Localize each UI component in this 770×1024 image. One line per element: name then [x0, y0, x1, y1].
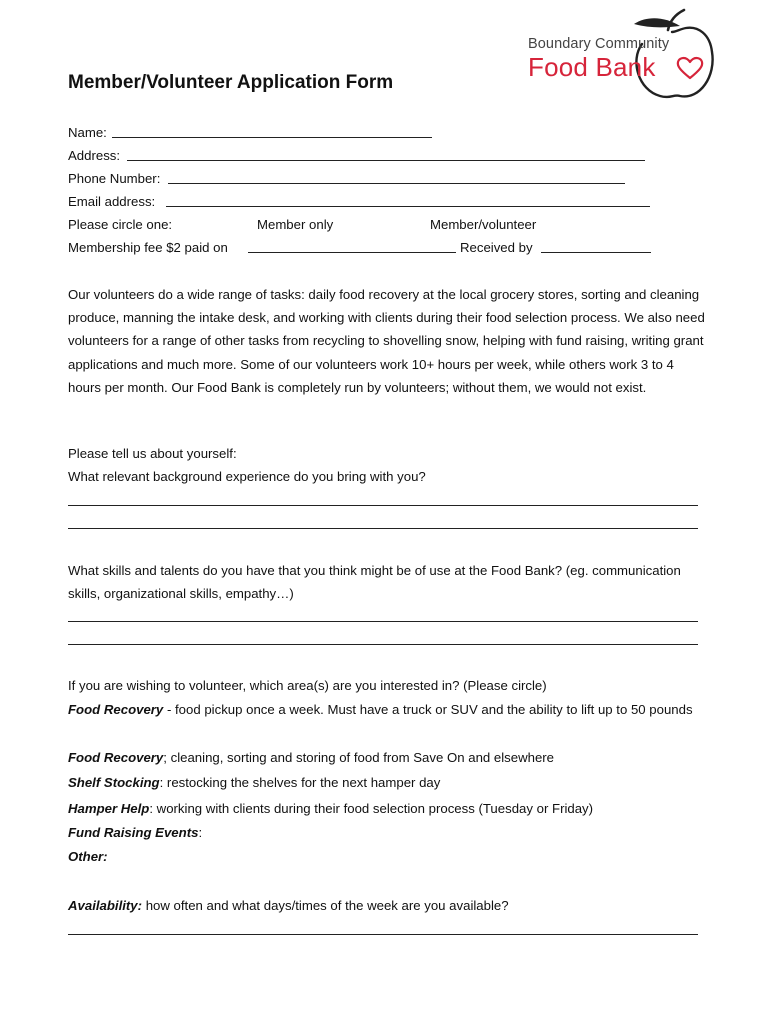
- address-label: Address:: [68, 148, 121, 163]
- availability-answer-line[interactable]: [68, 934, 698, 935]
- area-title: Food Recovery: [68, 702, 164, 717]
- availability-question: [68, 894, 509, 917]
- phone-line[interactable]: [168, 183, 625, 184]
- logo-line-1: Boundary Community: [528, 36, 670, 52]
- area-title: Food Recovery: [68, 750, 164, 765]
- phone-label: Phone Number:: [68, 171, 161, 186]
- email-line[interactable]: [166, 206, 650, 207]
- option-member-only[interactable]: Member only: [257, 217, 334, 232]
- experience-question: What relevant background experience do you bring with you?: [68, 469, 426, 484]
- answer-line[interactable]: [68, 644, 698, 645]
- availability-text: how often and what days/times of the week are you available?: [142, 898, 509, 913]
- area-title: Fund Raising Events: [68, 825, 199, 840]
- about-heading: Please tell us about yourself:: [68, 446, 237, 461]
- area-desc: ; cleaning, sorting and storing of food from Save On and elsewhere: [163, 750, 555, 765]
- areas-question: If you are wishing to volunteer, which area(s) are you interested in? (Please circle): [68, 678, 547, 693]
- heart-icon: [676, 56, 704, 80]
- circle-one-label: Please circle one:: [68, 217, 173, 232]
- received-by-line[interactable]: [541, 252, 651, 253]
- skills-question-block: [68, 559, 708, 605]
- area-title: Hamper Help: [68, 801, 150, 816]
- area-option-shelf-stocking[interactable]: [68, 771, 440, 794]
- intro-paragraph: [68, 283, 708, 399]
- logo-line-2: Food Bank: [528, 52, 656, 82]
- availability-label: Availability:: [68, 898, 143, 913]
- answer-line[interactable]: [68, 505, 698, 506]
- area-option-fund-raising[interactable]: [68, 821, 202, 844]
- name-label: Name:: [68, 125, 107, 140]
- email-label: Email address:: [68, 194, 156, 209]
- area-title: Shelf Stocking: [68, 775, 160, 790]
- option-member-volunteer[interactable]: Member/volunteer: [430, 217, 537, 232]
- fee-label: Membership fee $2 paid on: [68, 240, 228, 255]
- area-option-other[interactable]: [68, 845, 108, 868]
- area-option-hamper-help[interactable]: [68, 797, 593, 820]
- fee-date-line[interactable]: [248, 252, 456, 253]
- page-title: Member/Volunteer Application Form: [68, 72, 394, 93]
- area-desc: - food pickup once a week. Must have a truck or SUV and the ability to lift up to 50 pounds: [163, 702, 693, 717]
- skills-question: What skills and talents do you have that you think might be of use at the Food Bank? (eg. communication skills, organizational skills, empathy…): [68, 563, 681, 602]
- area-option-food-recovery[interactable]: [68, 698, 708, 721]
- area-title: Other:: [68, 849, 108, 864]
- area-desc: :: [198, 825, 203, 840]
- received-by-label: Received by: [460, 240, 533, 255]
- area-desc: : working with clients during their food selection process (Tuesday or Friday): [149, 801, 594, 816]
- answer-line[interactable]: [68, 528, 698, 529]
- intro-text: Our volunteers do a wide range of tasks: daily food recovery at the local grocery stores, sorting and cleaning produce, manning the intake desk, and working with clients during their food selection process. We also need volunteers for a range of other tasks from recycling to shovelling snow, helping with fund raising, writing grant applications and much more. Some of our volunteers work 10+ hours per week, while others work 3 to 4 hours per month. Our Food Bank is completely run by volunteers; without them, we would not exist.: [68, 287, 705, 395]
- answer-line[interactable]: [68, 621, 698, 622]
- address-line[interactable]: [127, 160, 645, 161]
- name-line[interactable]: [112, 137, 432, 138]
- food-bank-logo: [520, 4, 720, 100]
- area-desc: : restocking the shelves for the next hamper day: [159, 775, 441, 790]
- area-option-food-recovery-sorting[interactable]: [68, 746, 554, 769]
